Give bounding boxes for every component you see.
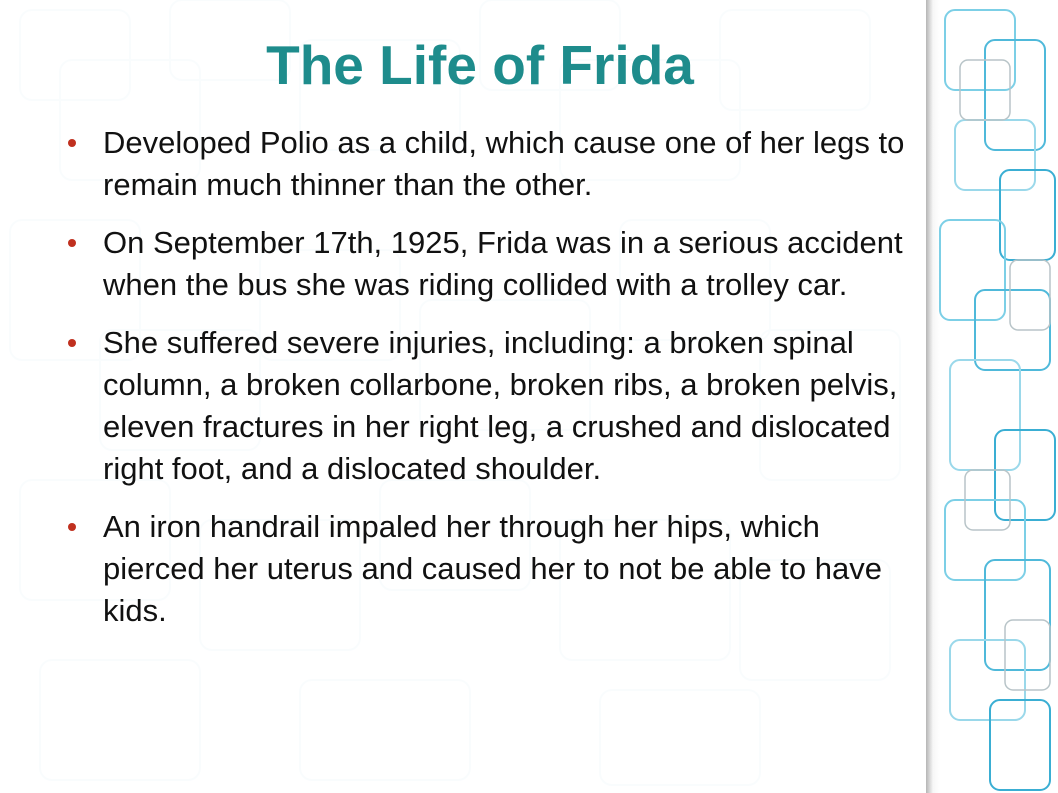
bullet-item [68,506,918,632]
bullet-text: Developed Polio as a child, which cause one of her legs to remain much thinner than the other. [103,125,905,202]
page-shadow [926,0,940,793]
bullet-dot-icon [68,239,76,247]
bullet-text: She suffered severe injuries, including: a broken spinal column, a broken collarbone, broken ribs, a broken pelvis, eleven fractures in her right leg, a crushed and dislocated right foot, and a dislocated shoulder. [103,325,898,486]
bullet-dot-icon [68,523,76,531]
bullet-item [68,322,918,490]
bullet-text: On September 17th, 1925, Frida was in a serious accident when the bus she was riding collided with a trolley car. [103,225,903,302]
bullet-dot-icon [68,339,76,347]
bullet-list [68,122,918,648]
bullet-dot-icon [68,139,76,147]
bullet-item [68,122,918,206]
bullet-item [68,222,918,306]
slide-title: The Life of Frida [266,34,694,96]
bullet-text: An iron handrail impaled her through her hips, which pierced her uterus and caused her to not be able to have kids. [103,509,882,628]
